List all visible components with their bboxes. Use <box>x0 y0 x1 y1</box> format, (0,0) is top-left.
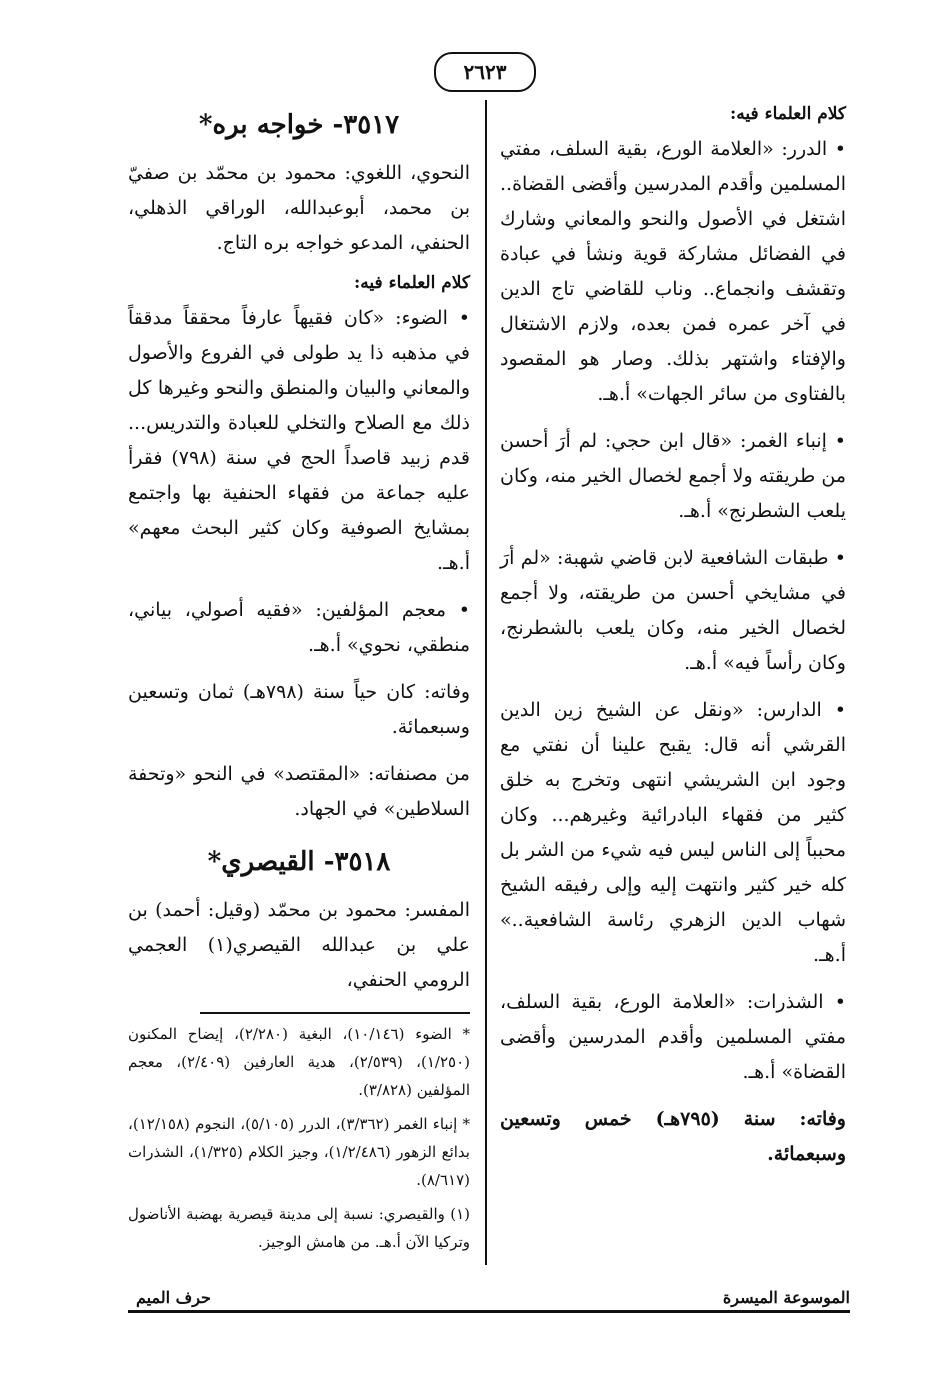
quote-tabaqat: • طبقات الشافعية لابن قاضي شهبة: «لم أرَ في مشايخي أحسن من طريقته، ولا أجمع لخصال الخير منه، وكان يلعب بالشطرنج، وكان رأساً فيه» أ.هـ. <box>500 547 846 674</box>
page-footer <box>128 1288 850 1318</box>
entry-3517-scholars-heading: كلام العلماء فيه: <box>354 273 470 293</box>
footnote-2: * إنباء الغمر (٣/٣٦٢)، الدرر (٥/١٠٥)، النجوم (١٢/١٥٨)، بدائع الزهور (١/٢/٤٨٦)، وجيز الكلام (١/٣٢٥)، الشذرات (٨/٦١٧). <box>128 1115 470 1189</box>
quote-inba-al-ghumr: • إنباء الغمر: «قال ابن حجي: لم أرَ أحسن من طريقته ولا أجمع لخصال الخير منه، وكان يلعب الشطرنج» أ.هـ. <box>500 430 846 522</box>
quote-daris: • الدارس: «ونقل عن الشيخ زين الدين القرشي أنه قال: يقبح علينا أن نفتي مع وجود ابن الشريشي انتهى وتخرج به خلق كثير من فقهاء البادرائية وغيرهم... وكان محبباً إلى الناس ليس فيه شيء من الشر بل كله خير كثير وانتهت إليه وإلى رفيقه الشيخ شهاب الدين الزهري رئاسة الشافعية..» أ.هـ. <box>500 699 846 966</box>
footnote-3: (١) والقيصري: نسبة إلى مدينة قيصرية بهضبة الأناضول وتركيا الآن أ.هـ. من هامش الوجيز. <box>128 1205 470 1251</box>
right-column <box>500 104 846 1184</box>
footnotes <box>128 1020 470 1262</box>
death-note: وفاته: سنة (٧٩٥هـ) خمس وتسعين وسبعمائة. <box>500 1108 846 1165</box>
quote-durar: • الدرر: «العلامة الورع، بقية السلف، مفتي المسلمين وأقدم المدرسين وأقضى القضاة.. اشتغل في الأصول والنحو والمعاني وشارك في الفضائل مشاركة قوية ونشأ في عبادة وتقشف وانجماع.. وناب للقاضي تاج الدين في آخر عمره فمن بعده، ولازم الاشتغال والإفتاء واشتهر بذلك. وصار هو المقصود بالفتاوى من سائر الجهات» أ.هـ. <box>500 138 846 405</box>
page-number-badge <box>434 52 536 92</box>
entry-3518-title: ٣٥١٨- القيصري* <box>207 847 391 877</box>
footer-book-title: الموسوعة الميسرة <box>722 1288 850 1307</box>
entry-3517-intro: النحوي، اللغوي: محمود بن محمّد بن صفيّ بن محمد، أبوعبدالله، الوراقي الذهلي، الحنفي، المدعو خواجه بره التاج. <box>128 162 470 254</box>
footer-rule <box>128 1310 850 1313</box>
scholars-heading: كلام العلماء فيه: <box>730 104 846 124</box>
quote-mujam: • معجم المؤلفين: «فقيه أصولي، بياني، منطقي، نحوي» أ.هـ. <box>128 599 470 656</box>
footer-section: حرف الميم <box>136 1288 211 1307</box>
page-number: ٢٦٢٣ <box>463 60 507 84</box>
entry-3517-works: من مصنفاته: «المقتصد» في النحو «وتحفة السلاطين» في الجهاد. <box>128 763 470 820</box>
footnote-1: * الضوء (١٠/١٤٦)، البغية (٢/٢٨٠)، إيضاح المكنون (١/٢٥٠)، (٢/٥٣٩)، هدية العارفين (٢/٤٠٩)، معجم المؤلفين (٣/٨٢٨). <box>128 1025 470 1099</box>
entry-3517-title: ٣٥١٧- خواجه بره* <box>198 110 400 140</box>
footnote-rule <box>200 1012 470 1014</box>
column-divider <box>485 100 487 1265</box>
quote-shadharat: • الشذرات: «العلامة الورع، بقية السلف، مفتي المسلمين وأقدم المدرسين وأقضى القضاة» أ.هـ. <box>500 991 846 1083</box>
left-column <box>128 110 470 1010</box>
entry-3518-intro: المفسر: محمود بن محمّد (وقيل: أحمد) بن علي بن عبدالله القيصري(١) العجمي الرومي الحنفي، <box>128 899 471 991</box>
quote-daw: • الضوء: «كان فقيهاً عارفاً محققاً مدققاً في مذهبه ذا يد طولى في الفروع والأصول والمعاني والبيان والمنطق والنحو وغيرها كل ذلك مع الصلاح والتخلي للعبادة والتدريس... قدم زبيد قاصداً الحج في سنة (٧٩٨) فقرأ عليه جماعة من فقهاء الحنفية بها واجتمع بمشايخ الصوفية وكان كثير البحث معهم» أ.هـ. <box>128 307 470 574</box>
entry-3517-death: وفاته: كان حياً سنة (٧٩٨هـ) ثمان وتسعين وسبعمائة. <box>128 681 470 738</box>
